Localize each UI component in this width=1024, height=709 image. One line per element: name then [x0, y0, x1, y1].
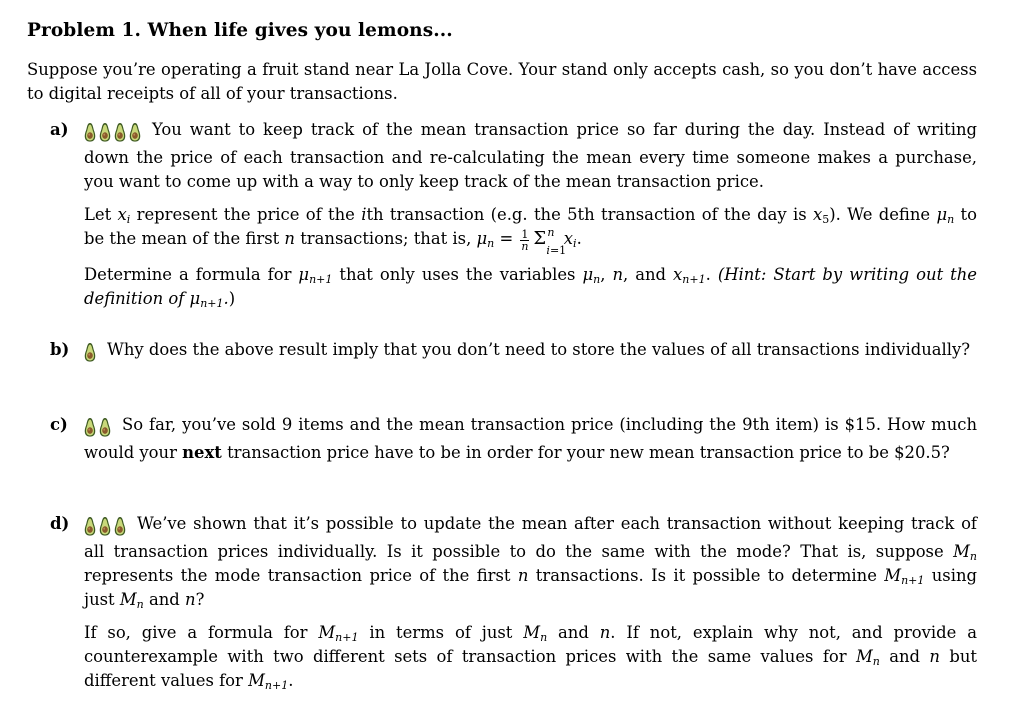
intro-paragraph: Suppose you’re operating a fruit stand near La Jolla Cove. Your stand only accepts cash, so you don’t have access to digital receipts of all of your transactions.: [27, 60, 977, 103]
avocado-icon: [99, 516, 111, 536]
avocado-icon: [99, 417, 111, 437]
avocado-icon: [114, 516, 126, 536]
avocado-icon: [84, 122, 96, 142]
part-a-paragraph-3: Determine a formula for $\mu_{n+1}$ that only uses the variables $\mu_n$, n, and $x_{n+1}$. (Hint: Start by writing out the definition of $\mu_{n+1}$.): [84, 265, 977, 310]
part-d-difficulty: [84, 516, 129, 540]
problem-title: Problem 1. When life gives you lemons...: [27, 20, 453, 41]
part-b-difficulty: [84, 342, 99, 366]
part-a-difficulty: [84, 122, 144, 146]
avocado-icon: [84, 516, 96, 536]
part-c-paragraph: So far, you’ve sold 9 items and the mean transaction price (including the 9th item) is $15. How much would your next transaction price have to be in order for your new mean transaction price to be $20.5?: [84, 415, 977, 462]
avocado-icon: [99, 122, 111, 142]
avocado-icon: [84, 417, 96, 437]
part-d-paragraph-2: If so, give a formula for $M_{n+1}$ in terms of just $M_n$ and n. If not, explain why not, and provide a counterexample with two different sets of transaction prices with the same values for $M_n$ and n but different values for $M_{n+1}$.: [84, 623, 977, 692]
part-b-label: b): [50, 340, 70, 359]
part-b-paragraph: Why does the above result imply that you don’t need to store the values of all transactions individually?: [84, 338, 977, 366]
part-a-label: a): [50, 120, 69, 139]
part-a-paragraph-2: Let $x_i$ represent the price of the ith transaction (e.g. the 5th transaction of the day is $x_5$). We define $\mu_n$ to be the mean of the first n transactions; that is, $\mu_n$ = $\frac{1}{n}$ Σ n i=1 $x_i$.: [84, 205, 978, 257]
part-d-label: d): [50, 514, 70, 533]
avocado-icon: [114, 122, 126, 142]
avocado-icon: [84, 342, 96, 362]
part-a-paragraph-1: You want to keep track of the mean transaction price so far during the day. Instead of writing down the price of each transaction and re-calculating the mean every time someone makes a purchase, you want to come up with a way to only keep track of the mean transaction price.: [84, 120, 977, 191]
avocado-icon: [129, 122, 141, 142]
part-c-difficulty: [84, 417, 114, 441]
part-d-paragraph-1: We’ve shown that it’s possible to update the mean after each transaction without keeping track of all transaction prices individually. Is it possible to do the same with the mode? That is, suppose $M_n$ represents the mode transaction price of the first n transactions. Is it possible to determine $M_{n+1}$ using just $M_n$ and n?: [84, 514, 977, 611]
part-c-label: c): [50, 415, 68, 434]
